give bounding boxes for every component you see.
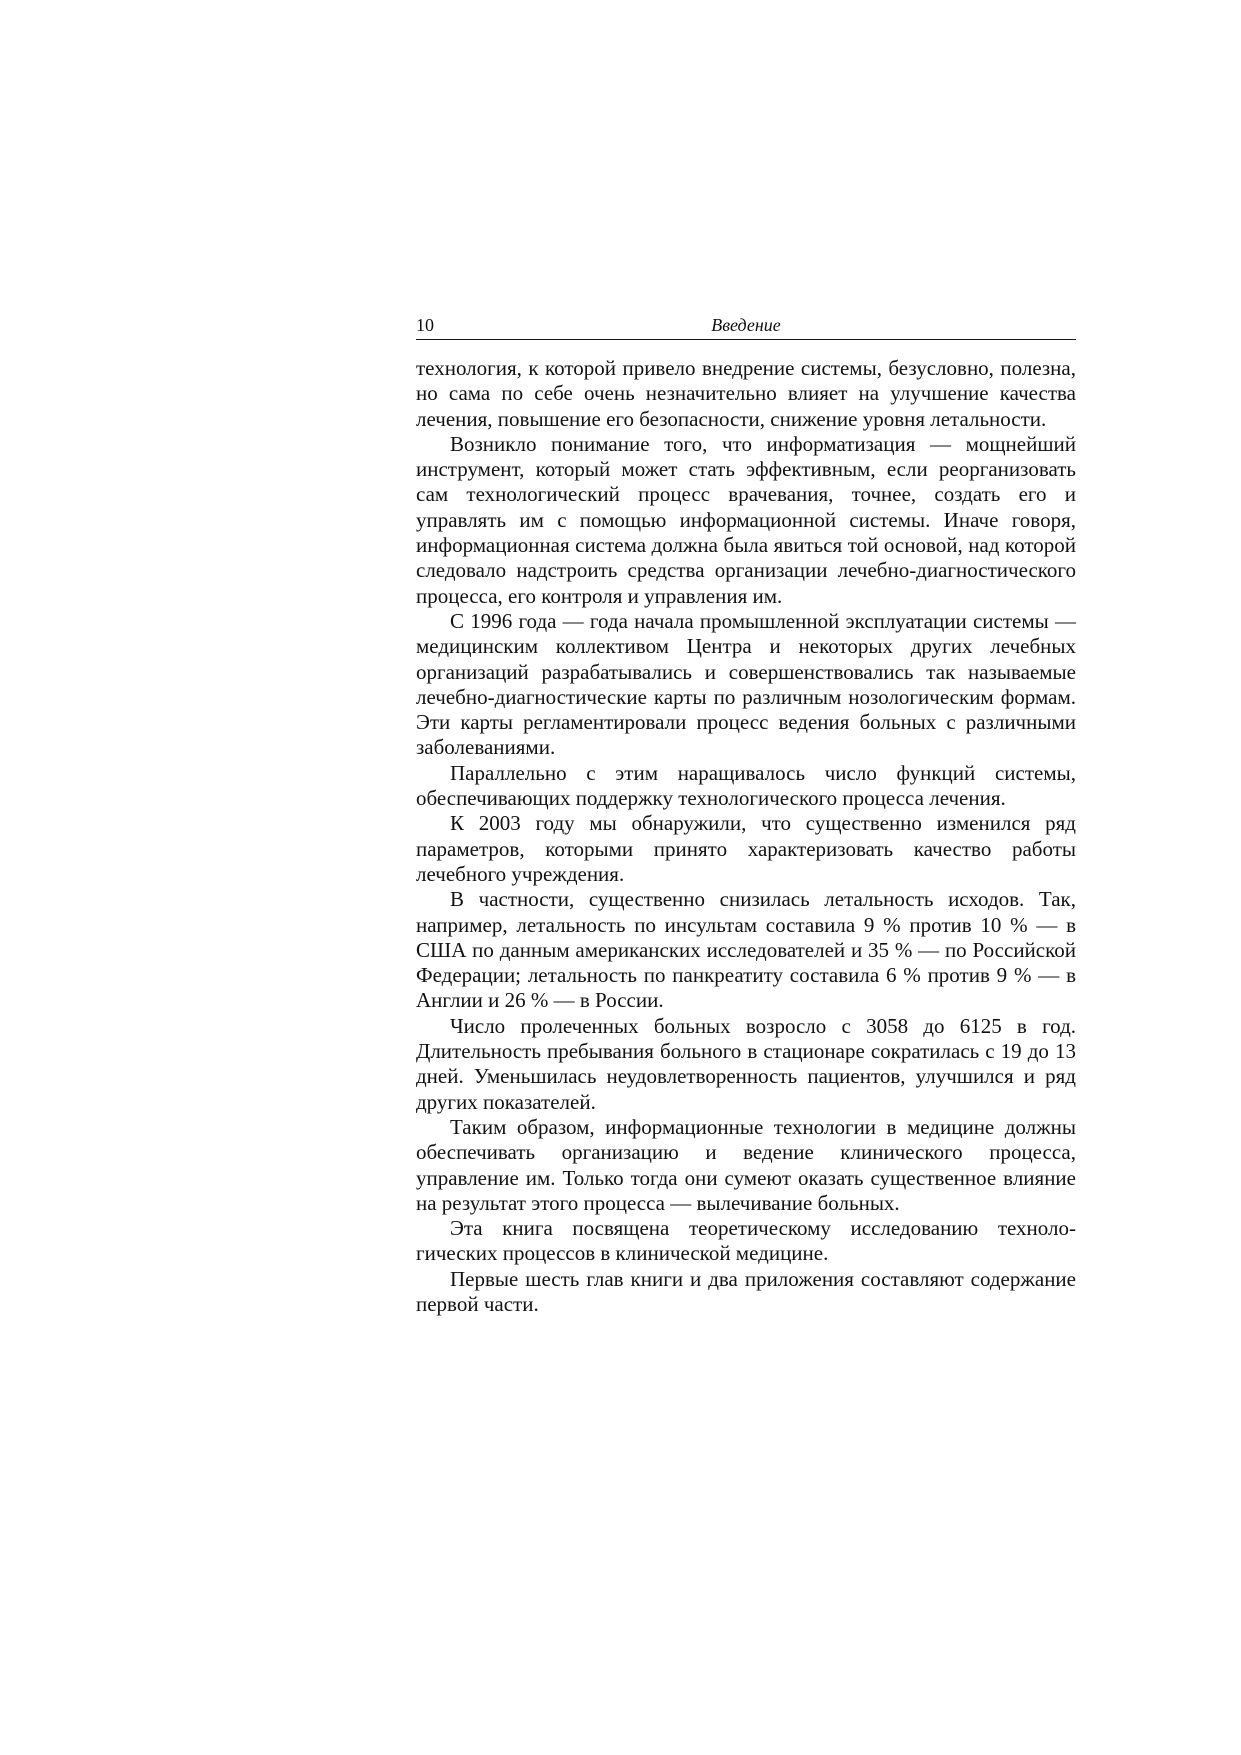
paragraph-continued: технология, к которой привело внедрение системы, безусловно, полезна, но сама по себе очень незначительно влияет на улучшение качества лечения, повышение его безопасности, снижение уровня летальности. bbox=[416, 356, 1076, 431]
running-title: Введение bbox=[711, 315, 781, 335]
paragraph: Первые шесть глав книги и два приложения составляют содержание первой части. bbox=[416, 1266, 1076, 1316]
paragraph: С 1996 года — года начала промышленной эксплуатации системы — медицинским коллективом Центра и некоторых других лечебных организаций разрабатывались и совершенствовались так называемые лечебно-диагностические карты по различным нозологическим формам. Эти карты регламентировали процесс ведения больных с различными заболеваниями. bbox=[416, 608, 1076, 760]
paragraph: Параллельно с этим наращивалось число функций системы, обеспечивающих поддержку технологического процесса лечения. bbox=[416, 760, 1076, 811]
paragraph: Таким образом, информационные технологии в медицине должны обеспечивать организацию и ведение клинического процесса, управление им. Только тогда они сумеют оказать существенное влияние на результат этого процесса — вылечивание больных. bbox=[416, 1114, 1076, 1215]
paragraph: В частности, существенно снизилась летальность исходов. Так, например, летальность по инсультам составила 9 % против 10 % — в США по данным американских исследователей и 35 % — по Российской Федерации; летальность по панкреатиту составила 6 % против 9 % — в Англии и 26 % — в России. bbox=[416, 887, 1076, 1013]
page-header bbox=[416, 313, 1076, 340]
body-text bbox=[416, 356, 1076, 1317]
paragraph: Число пролеченных больных возросло с 3058 до 6125 в год. Длительность пребывания больного в стационаре сократилась с 19 до 13 дней. Уменьшилась неудовлетворенность пациентов, улучшился и ряд других показателей. bbox=[416, 1013, 1076, 1114]
paragraph: Возникло понимание того, что информатизация — мощнейший инструмент, который может стать эффективным, если реорганизовать сам технологический процесс врачевания, точнее, создать его и управлять им с помощью информационной системы. Иначе говоря, информационная система должна была явиться той основой, над которой следовало надстроить средства организации лечебно-диагностического процесса, его контроля и управления им. bbox=[416, 431, 1076, 608]
paragraph: К 2003 году мы обнаружили, что существенно изменился ряд параметров, которыми принято характеризовать качество работы лечебного учреждения. bbox=[416, 811, 1076, 886]
paragraph: Эта книга посвящена теоретическому исследованию технологических процессов в клинической медицине. bbox=[416, 1216, 1076, 1266]
page-number: 10 bbox=[416, 315, 434, 335]
